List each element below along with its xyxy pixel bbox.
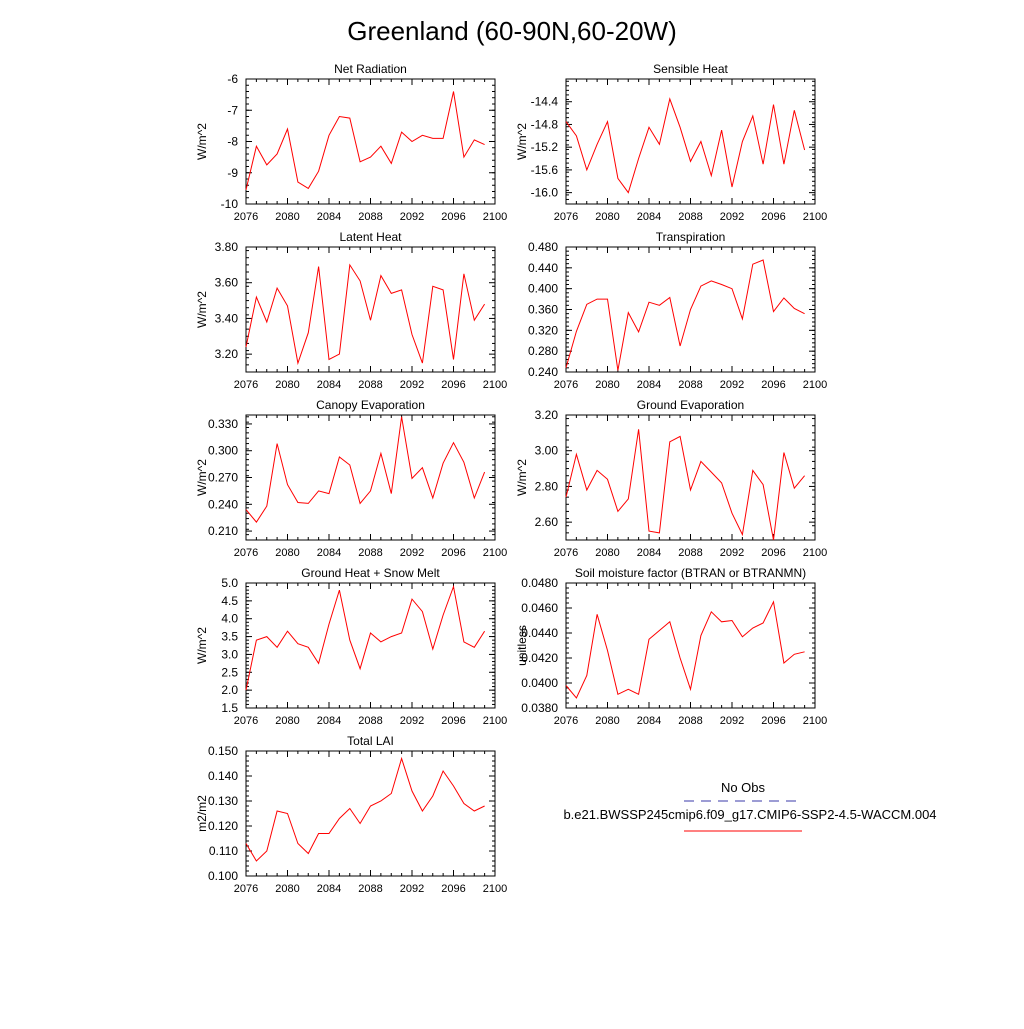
y-tick-label: -10 xyxy=(220,197,238,211)
x-tick-label: 2088 xyxy=(358,547,383,559)
panel-5 xyxy=(195,398,507,559)
panel-title: Latent Heat xyxy=(339,230,402,244)
panel-2 xyxy=(515,62,827,223)
plot-frame xyxy=(246,751,495,876)
series-line xyxy=(566,99,805,193)
x-tick-label: 2088 xyxy=(678,715,703,727)
y-tick-label: 0.360 xyxy=(527,302,558,317)
plot-frame xyxy=(566,79,815,204)
y-axis-label: unitless xyxy=(515,625,529,666)
x-tick-label: 2100 xyxy=(482,211,508,223)
plot-frame xyxy=(246,415,495,540)
x-tick-label: 2084 xyxy=(636,211,662,223)
x-tick-label: 2076 xyxy=(553,547,579,559)
x-tick-label: 2088 xyxy=(358,883,383,895)
plot-frame xyxy=(246,583,495,708)
x-tick-label: 2076 xyxy=(233,883,259,895)
y-tick-label: 2.60 xyxy=(534,515,558,530)
y-tick-label: 3.20 xyxy=(534,408,558,422)
y-tick-label: 0.330 xyxy=(207,416,238,431)
series-line xyxy=(246,92,485,190)
x-tick-label: 2088 xyxy=(358,715,383,727)
y-axis-label: W/m^2 xyxy=(195,291,209,328)
x-tick-label: 2096 xyxy=(441,547,466,559)
panel-title: Net Radiation xyxy=(334,62,407,76)
x-tick-label: 2084 xyxy=(636,547,662,559)
y-tick-label: 0.270 xyxy=(207,470,238,485)
panel-7 xyxy=(195,566,507,727)
legend-obs-label: No Obs xyxy=(720,780,766,795)
x-tick-label: 2080 xyxy=(275,211,300,223)
panel-title: Soil moisture factor (BTRAN or BTRANMN) xyxy=(574,566,807,580)
panel-title: Canopy Evaporation xyxy=(316,398,425,412)
x-tick-label: 2076 xyxy=(553,379,579,391)
x-tick-label: 2076 xyxy=(233,379,259,391)
y-tick-label: 0.140 xyxy=(207,769,238,783)
x-tick-label: 2084 xyxy=(316,379,342,391)
panel-title: Ground Evaporation xyxy=(636,398,745,412)
y-tick-label: 0.240 xyxy=(207,497,238,512)
y-tick-label: 0.440 xyxy=(527,260,558,275)
y-tick-label: 3.80 xyxy=(214,240,238,254)
x-tick-label: 2096 xyxy=(441,379,466,391)
series-line xyxy=(246,265,485,363)
y-tick-label: 0.400 xyxy=(527,281,558,296)
x-tick-label: 2084 xyxy=(636,715,662,727)
y-tick-label: 0.320 xyxy=(527,323,558,338)
y-tick-label: 0.280 xyxy=(527,344,558,359)
y-axis-label: W/m^2 xyxy=(195,459,209,496)
series-line xyxy=(246,587,485,691)
y-tick-label: 3.5 xyxy=(221,629,238,644)
x-tick-label: 2076 xyxy=(233,211,259,223)
y-tick-label: -14.4 xyxy=(530,94,558,109)
y-tick-label: 1.5 xyxy=(221,701,238,715)
y-tick-label: 0.0400 xyxy=(521,676,558,690)
x-tick-label: 2100 xyxy=(802,211,828,223)
y-tick-label: -6 xyxy=(227,72,238,86)
y-tick-label: 0.300 xyxy=(207,443,238,458)
y-tick-label: 0.120 xyxy=(207,819,238,833)
x-tick-label: 2100 xyxy=(482,379,508,391)
x-tick-label: 2076 xyxy=(553,715,579,727)
x-tick-label: 2092 xyxy=(399,547,425,559)
panel-1 xyxy=(195,62,507,223)
y-axis-label: W/m^2 xyxy=(195,123,209,160)
y-tick-label: -15.6 xyxy=(530,162,558,177)
x-tick-label: 2080 xyxy=(595,211,620,223)
y-tick-label: -7 xyxy=(227,103,238,118)
legend xyxy=(563,780,936,831)
y-tick-label: 4.0 xyxy=(221,611,238,626)
series-line xyxy=(566,429,805,540)
panel-title: Ground Heat + Snow Melt xyxy=(301,566,440,580)
y-tick-label: 0.100 xyxy=(207,869,238,883)
x-tick-label: 2096 xyxy=(441,715,466,727)
y-axis-label: W/m^2 xyxy=(195,627,209,664)
x-tick-label: 2084 xyxy=(316,547,342,559)
legend-model-label: b.e21.BWSSP245cmip6.f09_g17.CMIP6-SSP2-4.5-WACCM.004 xyxy=(563,807,937,822)
y-tick-label: 3.20 xyxy=(214,347,238,362)
x-tick-label: 2096 xyxy=(761,379,786,391)
x-tick-label: 2100 xyxy=(482,883,508,895)
x-tick-label: 2096 xyxy=(761,715,786,727)
panel-9 xyxy=(195,734,507,895)
panel-8 xyxy=(515,566,827,727)
series-line xyxy=(246,417,485,522)
x-tick-label: 2080 xyxy=(595,379,620,391)
x-tick-label: 2084 xyxy=(316,715,342,727)
panels xyxy=(195,62,827,895)
x-tick-label: 2080 xyxy=(595,715,620,727)
plot-frame xyxy=(566,415,815,540)
y-tick-label: 0.0480 xyxy=(521,576,558,590)
plot-frame xyxy=(246,79,495,204)
x-tick-label: 2096 xyxy=(761,211,786,223)
y-tick-label: 0.480 xyxy=(527,240,558,254)
panel-title: Total LAI xyxy=(347,734,394,748)
panel-6 xyxy=(515,398,827,559)
y-tick-label: 0.0380 xyxy=(521,701,558,715)
x-tick-label: 2092 xyxy=(399,715,425,727)
x-tick-label: 2092 xyxy=(399,211,425,223)
x-tick-label: 2092 xyxy=(719,547,745,559)
x-tick-label: 2080 xyxy=(595,547,620,559)
plot-frame xyxy=(246,247,495,372)
x-tick-label: 2080 xyxy=(275,379,300,391)
y-tick-label: 2.0 xyxy=(221,683,238,698)
x-tick-label: 2100 xyxy=(482,715,508,727)
y-axis-label: m2/m2 xyxy=(195,795,209,832)
x-tick-label: 2080 xyxy=(275,715,300,727)
series-line xyxy=(566,260,805,370)
x-tick-label: 2092 xyxy=(719,715,745,727)
y-tick-label: 2.5 xyxy=(221,665,238,680)
y-tick-label: -16.0 xyxy=(530,185,558,200)
y-tick-label: 0.0460 xyxy=(521,601,558,615)
x-tick-label: 2092 xyxy=(399,379,425,391)
x-tick-label: 2080 xyxy=(275,883,300,895)
x-tick-label: 2084 xyxy=(636,379,662,391)
y-tick-label: 0.0420 xyxy=(521,651,558,665)
y-tick-label: 3.60 xyxy=(214,275,238,290)
y-tick-label: 3.0 xyxy=(221,647,238,662)
y-tick-label: -15.2 xyxy=(530,140,558,155)
x-tick-label: 2088 xyxy=(678,379,703,391)
y-tick-label: 3.40 xyxy=(214,311,238,326)
x-tick-label: 2088 xyxy=(678,547,703,559)
y-tick-label: 0.130 xyxy=(207,794,238,808)
x-tick-label: 2088 xyxy=(358,379,383,391)
x-tick-label: 2100 xyxy=(802,715,828,727)
x-tick-label: 2092 xyxy=(719,379,745,391)
y-tick-label: 0.0440 xyxy=(521,626,558,640)
panel-4 xyxy=(528,230,827,391)
x-tick-label: 2088 xyxy=(678,211,703,223)
x-tick-label: 2076 xyxy=(233,547,259,559)
panel-3 xyxy=(195,230,507,391)
x-tick-label: 2100 xyxy=(802,547,828,559)
y-tick-label: 4.5 xyxy=(221,593,238,608)
x-tick-label: 2092 xyxy=(719,211,745,223)
x-tick-label: 2096 xyxy=(441,883,466,895)
series-line xyxy=(566,602,805,698)
y-tick-label: 0.240 xyxy=(527,365,558,379)
y-axis-label: W/m^2 xyxy=(515,123,529,160)
y-axis-label: W/m^2 xyxy=(515,459,529,496)
x-tick-label: 2100 xyxy=(802,379,828,391)
x-tick-label: 2100 xyxy=(482,547,508,559)
page-title: Greenland (60-90N,60-20W) xyxy=(347,16,677,46)
panel-title: Sensible Heat xyxy=(653,62,728,76)
x-tick-label: 2096 xyxy=(761,547,786,559)
x-tick-label: 2076 xyxy=(233,715,259,727)
y-tick-label: 3.00 xyxy=(534,443,558,458)
x-tick-label: 2080 xyxy=(275,547,300,559)
y-tick-label: -8 xyxy=(227,134,238,149)
y-tick-label: 2.80 xyxy=(534,479,558,494)
y-tick-label: -9 xyxy=(227,165,238,180)
y-tick-label: -14.8 xyxy=(530,117,558,132)
y-tick-label: 5.0 xyxy=(221,576,238,590)
y-tick-label: 0.150 xyxy=(207,744,238,758)
x-tick-label: 2088 xyxy=(358,211,383,223)
y-tick-label: 0.210 xyxy=(207,524,238,539)
x-tick-label: 2092 xyxy=(399,883,425,895)
x-tick-label: 2084 xyxy=(316,883,342,895)
x-tick-label: 2084 xyxy=(316,211,342,223)
x-tick-label: 2096 xyxy=(441,211,466,223)
y-tick-label: 0.110 xyxy=(208,844,238,858)
panel-title: Transpiration xyxy=(655,230,726,244)
series-line xyxy=(246,759,485,862)
x-tick-label: 2076 xyxy=(553,211,579,223)
